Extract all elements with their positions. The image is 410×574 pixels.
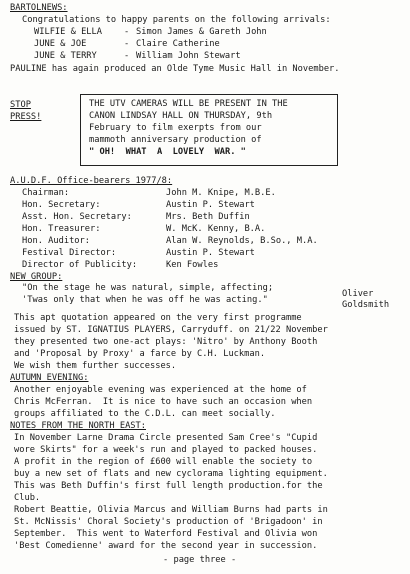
new-group-text: This apt quotation appeared on the very first programme xyxy=(14,313,302,323)
arrival-child: Claire Catherine xyxy=(136,39,220,49)
new-group-text: We wish them further successes. xyxy=(14,361,177,371)
office-role: Festival Director: xyxy=(22,248,117,258)
office-name: Austin P. Stewart xyxy=(166,200,255,210)
autumn-evening-text: groups affiliated to the C.D.L. can meet socially. xyxy=(14,409,276,419)
stop-press-label: STOP xyxy=(10,100,31,110)
arrival-parents: JUNE & TERRY xyxy=(34,51,97,61)
office-role: Hon. Treasurer: xyxy=(22,224,101,234)
autumn-evening-text: Chris McFerran. It is nice to have such an occasion when xyxy=(14,397,313,407)
office-name: Ken Fowles xyxy=(166,260,219,270)
north-east-text: wore Skirts" for a week's run and played to packed houses. xyxy=(14,445,318,455)
autumn-evening-heading: AUTUMN EVENING: xyxy=(10,373,89,383)
arrival-dash: - xyxy=(124,39,130,49)
office-name: Austin P. Stewart xyxy=(166,248,255,258)
stop-press-line: mammoth anniversary production of xyxy=(89,135,262,145)
north-east-text: September. This went to Waterford Festival and Olivia won xyxy=(14,529,318,539)
north-east-text: Club. xyxy=(14,493,41,503)
stop-press-line: February to film exerpts from our xyxy=(89,123,262,133)
new-group-text: issued by ST. IGNATIUS PLAYERS, Carryduff. on 21/22 November xyxy=(14,325,328,335)
stop-press-line: THE UTV CAMERAS WILL BE PRESENT IN THE xyxy=(89,99,288,109)
office-role: Director of Publicity: xyxy=(22,260,138,270)
north-east-text: buy a new set of flats and new cyclorama lighting equipment. xyxy=(14,469,328,479)
quote-line: 'Twas only that when he was off he was acting." xyxy=(22,295,268,305)
stop-press-line: CANON LINDSAY HALL ON THURSDAY, 9th xyxy=(89,111,273,121)
stop-press-line: " OH! WHAT A LOVELY WAR. " xyxy=(89,147,246,157)
office-name: Mrs. Beth Duffin xyxy=(166,212,250,222)
stop-press-box xyxy=(80,94,338,166)
bartolnews-heading: BARTOLNEWS: xyxy=(10,3,68,13)
office-role: Hon. Secretary: xyxy=(22,200,101,210)
office-role: Chairman: xyxy=(22,188,70,198)
stop-press-label: PRESS! xyxy=(10,112,42,122)
north-east-text: This was Beth Duffin's first full length production.for the xyxy=(14,481,323,491)
arrival-parents: WILFIE & ELLA xyxy=(34,27,102,37)
page-number: - page three - xyxy=(163,555,237,565)
new-group-heading: NEW GROUP: xyxy=(10,272,63,282)
quote-attribution: Oliver xyxy=(342,289,374,299)
arrivals-intro: Congratulations to happy parents on the following arrivals: xyxy=(22,15,331,25)
new-group-text: they presented two one-act plays: 'Nitro' by Anthony Booth xyxy=(14,337,318,347)
office-name: W. McK. Kenny, B.A. xyxy=(166,224,266,234)
north-east-text: In November Larne Drama Circle presented Sam Cree's "Cupid xyxy=(14,433,318,443)
office-role: Asst. Hon. Secretary: xyxy=(22,212,132,222)
arrival-dash: - xyxy=(124,51,130,61)
north-east-heading: NOTES FROM THE NORTH EAST: xyxy=(10,421,146,431)
pauline-note: PAULINE has again produced an Olde Tyme Music Hall in November. xyxy=(10,64,340,74)
office-name: Alan W. Reynolds, B.So., M.A. xyxy=(166,236,318,246)
office-role: Hon. Auditor: xyxy=(22,236,90,246)
arrival-child: Simon James & Gareth John xyxy=(136,27,267,37)
arrival-dash: - xyxy=(124,27,130,37)
north-east-text: St. McNissis' Choral Society's production of 'Brigadoon' in xyxy=(14,517,323,527)
quote-line: "On the stage he was natural, simple, affecting; xyxy=(22,283,274,293)
new-group-text: and 'Proposal by Proxy' a farce by C.H. Luckman. xyxy=(14,349,266,359)
north-east-text: A profit in the region of £600 will enable the society to xyxy=(14,457,313,467)
arrival-child: William John Stewart xyxy=(136,51,241,61)
audf-heading: A.U.D.F. Office-bearers 1977/8: xyxy=(10,176,173,186)
office-name: John M. Knipe, M.B.E. xyxy=(166,188,276,198)
north-east-text: 'Best Comedienne' award for the second year in succession. xyxy=(14,541,318,551)
arrival-parents: JUNE & JOE xyxy=(34,39,87,49)
north-east-text: Robert Beattie, Olivia Marcus and William Burns had parts in xyxy=(14,505,328,515)
quote-attribution: Goldsmith xyxy=(342,300,390,310)
autumn-evening-text: Another enjoyable evening was experienced at the home of xyxy=(14,385,307,395)
